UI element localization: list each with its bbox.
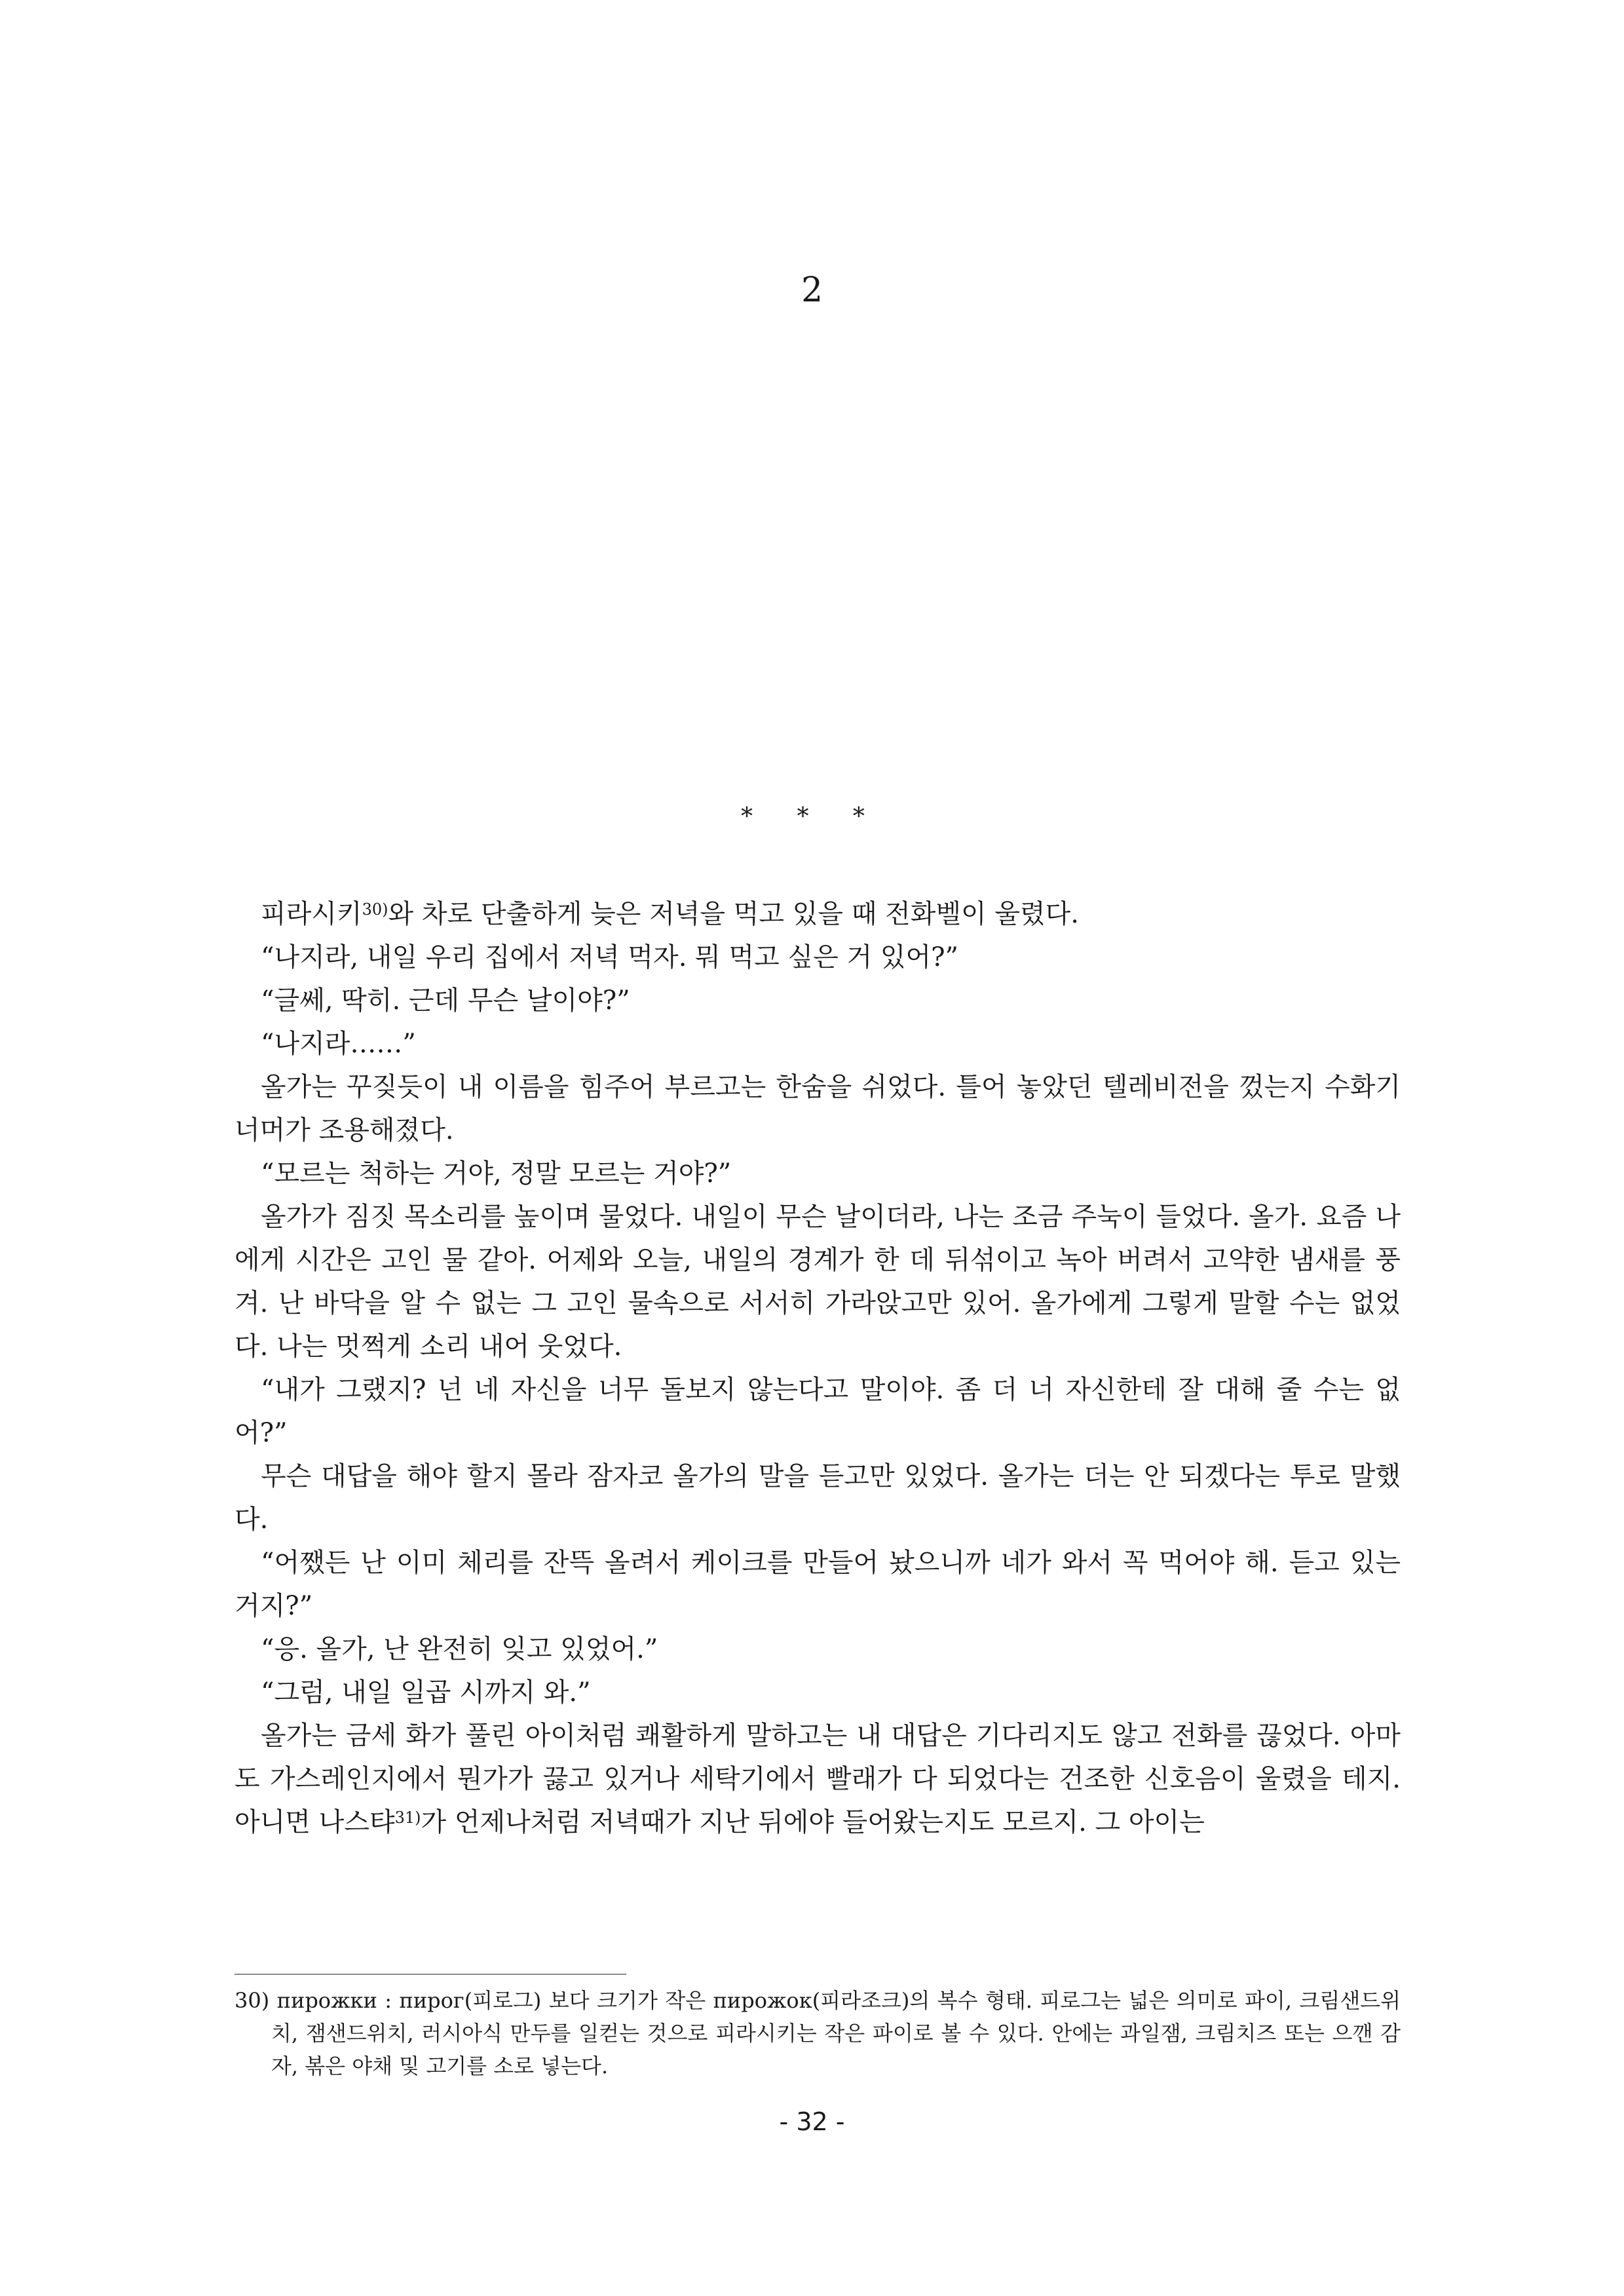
- paragraph: “모르는 척하는 거야, 정말 모르는 거야?”: [261, 1158, 732, 1189]
- paragraph: “응. 올가, 난 완전히 잊고 있었어.”: [261, 1634, 658, 1664]
- paragraph-text: 와 차로 단출하게 늦은 저녁을 먹고 있을 때 전화벨이 울렸다.: [388, 899, 1079, 929]
- footnote: 30) пирожки : пирог(피로그) 보다 크기가 작은 пирожок(피라조크)의 복수 형태. 피로그는 넓은 의미로 파이, 크림샌드위치, 잼샌드위치, 러시아식 만두를 일컫는 것으로 피라시키는 작은 파이로 볼 수 있다. 안에는 과일잼, 크림치즈 또는 으깬 감자, 볶은 야채 및 고기를 소로 넣는다.: [235, 1988, 1401, 2078]
- paragraph: [235, 892, 1401, 936]
- paragraph: “내가 그랬지? 넌 네 자신을 너무 돌보지 않는다고 말이야. 좀 더 너 자신한테 잘 대해 줄 수는 없어?”: [235, 1375, 1401, 1448]
- paragraph: [235, 1714, 1401, 1844]
- paragraph: 무슨 대답을 해야 할지 몰라 잠자코 올가의 말을 듣고만 있었다. 올가는 더는 안 되겠다는 투로 말했다.: [235, 1461, 1401, 1535]
- paragraph: “어쨌든 난 이미 체리를 잔뜩 올려서 케이크를 만들어 놨으니까 네가 와서 꼭 먹어야 해. 듣고 있는 거지?”: [235, 1548, 1401, 1621]
- body-text: [235, 892, 1401, 1844]
- paragraph-text: 가 언제나처럼 저녁때가 지난 뒤에야 들어왔는지도 모르지. 그 아이는: [421, 1807, 1205, 1837]
- paragraph: “글쎄, 딱히. 근데 무슨 날이야?”: [261, 985, 630, 1016]
- paragraph: “나지라, 내일 우리 집에서 저녁 먹자. 뭐 먹고 싶은 거 있어?”: [261, 942, 959, 972]
- chapter-number: 2: [801, 271, 823, 310]
- paragraph-text: 피라시키: [261, 899, 362, 929]
- paragraph: 올가는 꾸짖듯이 내 이름을 힘주어 부르고는 한숨을 쉬었다. 틀어 놓았던 텔레비전을 껐는지 수화기 너머가 조용해졌다.: [235, 1072, 1401, 1145]
- footnote-divider: [235, 1974, 626, 1975]
- paragraph: 올가가 짐짓 목소리를 높이며 물었다. 내일이 무슨 날이더라, 나는 조금 주눅이 들었다. 올가. 요즘 나에게 시간은 고인 물 같아. 어제와 오늘, 내일의 경계가 한 데 뒤섞이고 녹아 버려서 고약한 냄새를 풍겨. 난 바닥을 알 수 없는 그 고인 물속으로 서서히 가라앉고만 있어. 올가에게 그렇게 말할 수는 없었다. 나는 멋쩍게 소리 내어 웃었다.: [235, 1202, 1401, 1362]
- scene-break: * * *: [741, 803, 883, 830]
- footnote-ref[interactable]: 30): [362, 900, 388, 919]
- paragraph-text: 올가는 금세 화가 풀린 아이처럼 쾌활하게 말하고는 내 대답은 기다리지도 않고 전화를 끊었다. 아마도 가스레인지에서 뭔가가 끓고 있거나 세탁기에서 빨래가 다 되었다는 건조한 신호음이 울렸을 테지. 아니면 나스탸: [235, 1721, 1401, 1837]
- footnote-ref[interactable]: 31): [394, 1808, 421, 1827]
- paragraph: “그럼, 내일 일곱 시까지 와.”: [261, 1677, 591, 1708]
- page-number: - 32 -: [779, 2107, 845, 2136]
- paragraph: “나지라……”: [261, 1029, 416, 1059]
